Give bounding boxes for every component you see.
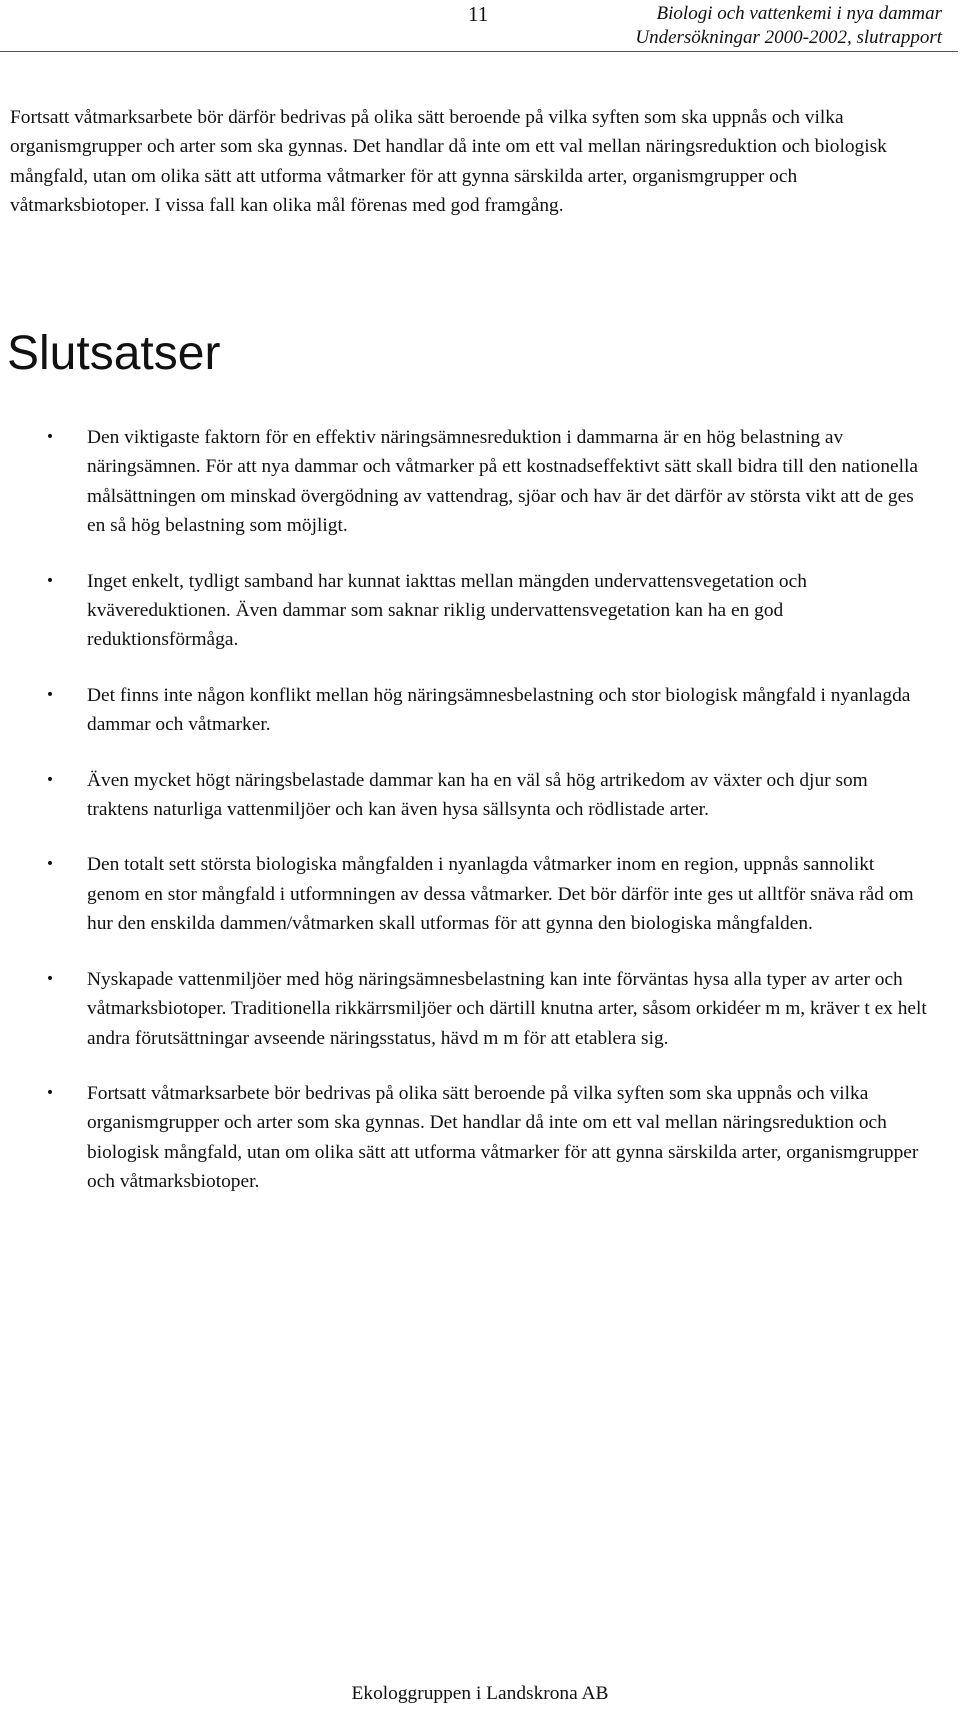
conclusion-item — [0, 681, 927, 740]
running-head-title: Biologi och vattenkemi i nya dammar — [656, 3, 942, 24]
header-divider — [0, 51, 958, 52]
conclusion-text: Inget enkelt, tydligt samband har kunnat iakttas mellan mängden undervattensvegetation och kvävereduktionen. Även dammar som saknar riklig undervattensvegetation kan ha en god reduktionsförmåga. — [87, 570, 807, 651]
conclusion-text: Den totalt sett största biologiska mångfalden i nyanlagda våtmarker inom en region, uppnås sannolikt genom en stor mångfald i utformningen av dessa våtmarker. Det bör därför inte ges ut alltför snäva råd om hur den enskilda dammen/våtmarken skall utformas för att gynna den biologiska mångfalden. — [87, 854, 914, 935]
conclusion-text: Det finns inte någon konflikt mellan hög näringsämnesbelastning och stor biologisk mångfald i nyanlagda dammar och våtmarker. — [87, 684, 911, 736]
conclusion-item — [0, 965, 927, 1053]
conclusion-item — [0, 766, 927, 825]
conclusions-list — [0, 423, 960, 1223]
running-head — [635, 2, 942, 50]
bullet-icon: • — [45, 572, 55, 589]
bullet-icon: • — [45, 1084, 55, 1101]
bullet-icon: • — [45, 771, 55, 788]
conclusion-text: Nyskapade vattenmiljöer med hög näringsämnesbelastning kan inte förväntas hysa alla typer av arter och våtmarksbiotoper. Traditionella rikkärrsmiljöer och därtill knutna arter, såsom orkidéer m m, kräver t ex helt andra förutsättningar avseende näringsstatus, hävd m m för att etablera sig. — [87, 968, 927, 1049]
page-number: 11 — [468, 2, 489, 26]
conclusion-text: Den viktigaste faktorn för en effektiv näringsämnesreduktion i dammarna är en hög belastning av näringsämnen. För att nya dammar och våtmarker på ett kostnadseffektivt sätt skall bidra till den nationella målsättningen om minskad övergödning av vattendrag, sjöar och hav är det därför av största vikt att de ges en så hög belastning som möjligt. — [87, 427, 919, 537]
intro-paragraph: Fortsatt våtmarksarbete bör därför bedrivas på olika sätt beroende på vilka syften som ska uppnås och vilka organismgrupper och arter som ska gynnas. Det handlar då inte om ett val mellan näringsreduktion och biologisk mångfald, utan om olika sätt att utforma våtmarker för att gynna särskilda arter, organismgrupper och våtmarksbiotoper. I vissa fall kan olika mål förenas med god framgång. — [10, 107, 887, 217]
conclusion-item — [0, 423, 927, 541]
bullet-icon: • — [45, 970, 55, 987]
conclusion-item — [0, 1079, 927, 1197]
conclusion-text: Även mycket högt näringsbelastade dammar kan ha en väl så hög artrikedom av växter och djur som traktens naturliga vattenmiljöer och kan även hysa sällsynta och rödlistade arter. — [87, 769, 868, 821]
page-footer: Ekologgruppen i Landskrona AB — [351, 1683, 609, 1704]
bullet-icon: • — [45, 686, 55, 703]
bullet-icon: • — [45, 856, 55, 873]
conclusion-item — [0, 567, 927, 655]
section-heading: Slutsatser — [7, 327, 221, 380]
bullet-icon: • — [45, 429, 55, 445]
running-head-subtitle: Undersökningar 2000-2002, slutrapport — [635, 27, 942, 48]
conclusion-item — [0, 850, 927, 938]
conclusion-text: Fortsatt våtmarksarbete bör bedrivas på olika sätt beroende på vilka syften som ska uppnås och vilka organismgrupper och arter som ska gynnas. Det handlar då inte om ett val mellan näringsreduktion och biologisk mångfald, utan om olika sätt att utforma våtmarker för att gynna särskilda arter, organismgrupper och våtmarksbiotoper. — [87, 1082, 919, 1193]
